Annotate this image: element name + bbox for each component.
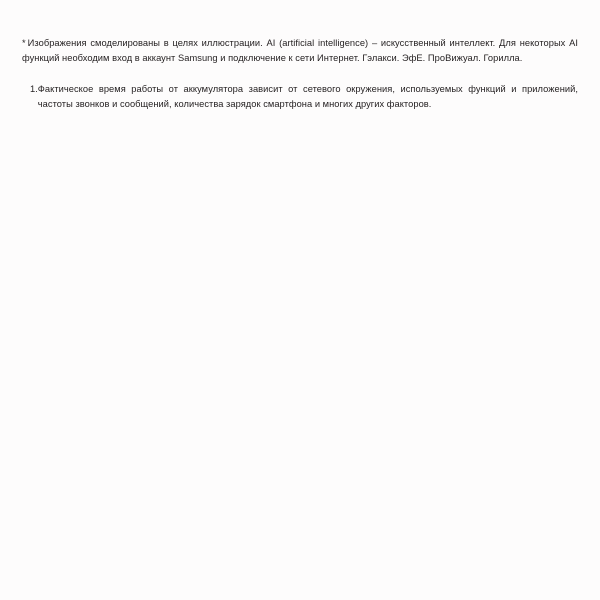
footnote-asterisk-marker: * xyxy=(22,38,26,48)
footnote-one-text: Фактическое время работы от аккумулятора зависит от сетевого окружения, используемых функций и приложений, частоты звонков и сообщений, количества зарядок смартфона и многих других факторов. xyxy=(37,84,578,110)
footnote-one-marker: 1. xyxy=(30,84,38,95)
footnote-asterisk xyxy=(22,36,578,66)
footnote-asterisk-text: Изображения смоделированы в целях иллюстрации. AI (artificial intelligence) – искусственный интеллект. Для некоторых AI функций необходим вход в аккаунт Samsung и подключение к сети Интернет. Гэлакси. ЭфЕ. ПроВижуал. Горилла. xyxy=(22,38,578,64)
footnote-one xyxy=(22,82,578,112)
